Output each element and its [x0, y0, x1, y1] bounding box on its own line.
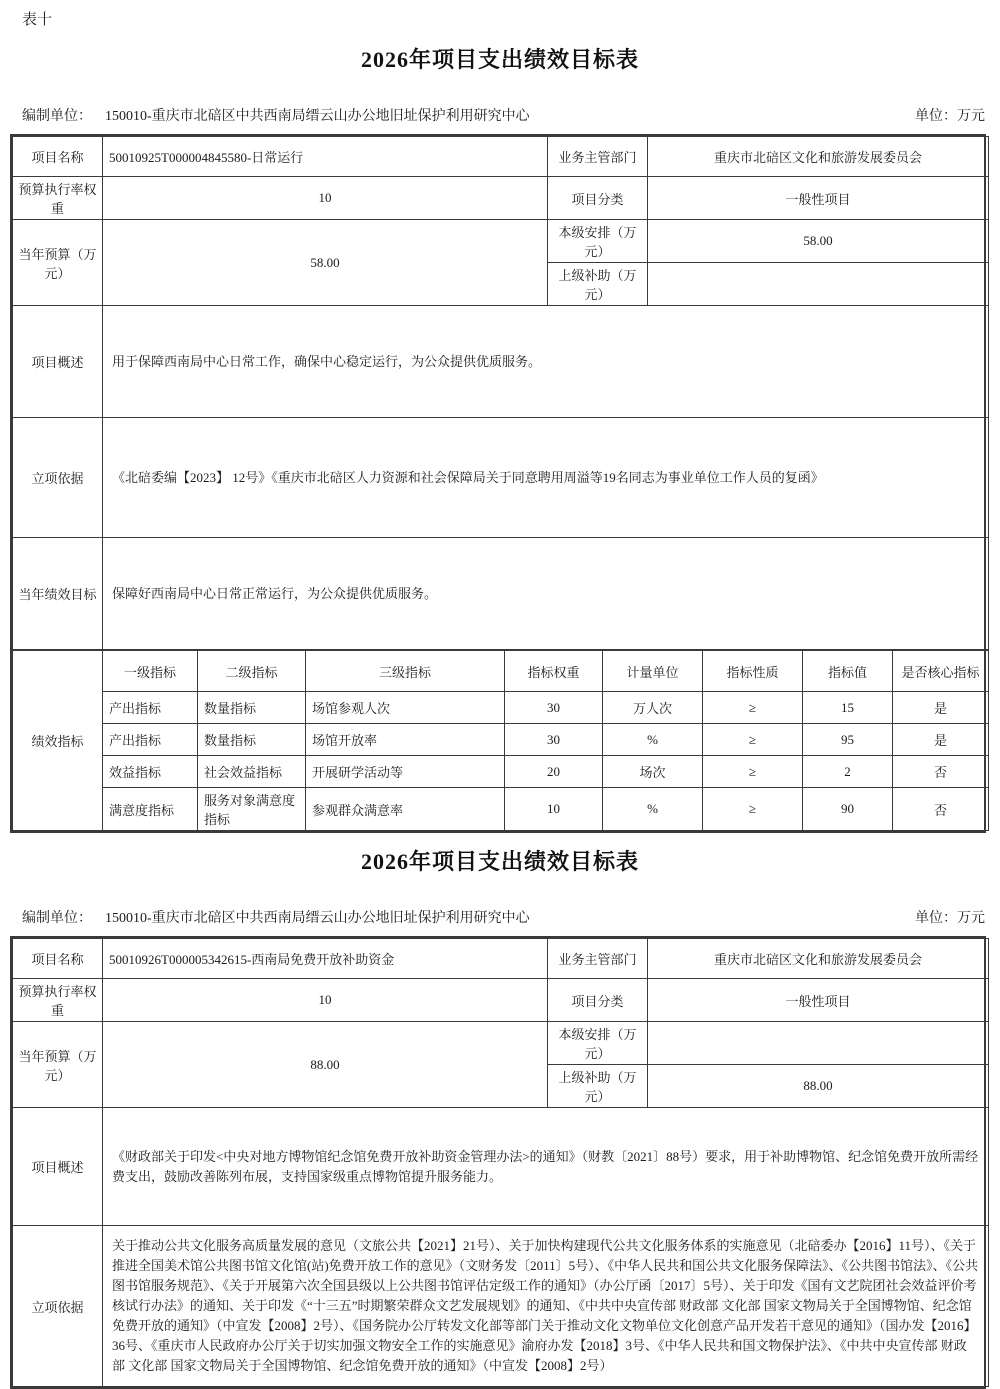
basis-value: 关于推动公共文化服务高质量发展的意见（文旅公共【2021】21号）、关于加快构建现代公共文化服务体系的实施意见（北碚委办【2016】11号）、《关于推进全国美术馆公共图书馆文化馆(站)免费开放工作的意见》（文财务发〔2011〕5号）、《中华人民共和国公共文化服务保障法》、《公共图书馆法》、《公共图书馆服务规范》、《关于开展第六次全国县级以上公共图书馆评估定级工作的通知》（办公厅函〔2017〕5号）、关于印发《国有文艺院团社会效益评价考核试行办法》的通知、关于印发《“十三五”时期繁荣群众文艺发展规划》的通知、《中共中央宣传部 财政部 文化部 国家文物局关于全国博物馆、纪念馆免费开放的通知》（中宣发【2008】2号）、《国务院办公厅转发文化部等部门关于推动文化文物单位文化创意产品开发若干意见的通知》（国办发【2016】36号、《重庆市人民政府办公厅关于切实加强文物安全工作的实施意见》渝府办发【2018】3号、《中华人民共和国文物保护法》、《中共中央宣传部 财政部 文化部 国家文物局关于全国博物馆、纪念馆免费开放的通知》（中宣发【2008】2号）: [103, 1226, 989, 1387]
table-row: [13, 137, 989, 177]
superior-subsidy-value: 88.00: [648, 1065, 989, 1108]
prepared-by-label: 编制单位：: [22, 911, 92, 926]
meta-row-1: [22, 105, 985, 125]
dept-value: 重庆市北碚区文化和旅游发展委员会: [648, 939, 989, 979]
overview-value: 用于保障西南局中心日常工作，确保中心稳定运行，为公众提供优质服务。: [103, 306, 989, 418]
indicator-cell: 30: [505, 692, 603, 724]
indicator-header: 二级指标: [198, 651, 306, 692]
indicator-cell: 95: [803, 724, 893, 756]
superior-subsidy-label: 上级补助（万元）: [548, 263, 648, 306]
indicator-cell: 开展研学活动等: [306, 756, 505, 788]
indicator-header: 是否核心指标: [893, 651, 989, 692]
indicator-cell: 否: [893, 788, 989, 831]
local-arrangement-value: [648, 1022, 989, 1065]
indicator-row: [13, 692, 989, 724]
budget-weight-value: 10: [103, 177, 548, 220]
indicator-header: 三级指标: [306, 651, 505, 692]
category-value: 一般性项目: [648, 177, 989, 220]
indicators-table-1: [12, 650, 989, 831]
indicator-cell: 产出指标: [103, 692, 198, 724]
indicator-cell: %: [603, 788, 703, 831]
indicator-cell: 20: [505, 756, 603, 788]
report-title-1: 2026年项目支出绩效目标表: [360, 47, 639, 72]
indicator-cell: ≥: [703, 692, 803, 724]
prepared-by-value: 150010-重庆市北碚区中共西南局缙云山办公地旧址保护利用研究中心: [105, 109, 530, 124]
table-row: [13, 979, 989, 1022]
indicator-cell: 是: [893, 724, 989, 756]
indicator-cell: 数量指标: [198, 724, 306, 756]
prepared-by-2: [22, 907, 530, 927]
table-row: [13, 220, 989, 263]
indicator-cell: ≥: [703, 756, 803, 788]
performance-table-1: [10, 134, 986, 833]
project-info-table-2: [12, 938, 989, 1387]
basis-value: 《北碚委编【2023】 12号》《重庆市北碚区人力资源和社会保障局关于同意聘用周溢等19名同志为事业单位工作人员的复函》: [103, 418, 989, 538]
table-row: [13, 1108, 989, 1226]
project-info-table-1: [12, 136, 989, 650]
table-row: [13, 418, 989, 538]
budget-weight-label: 预算执行率权重: [13, 979, 103, 1022]
basis-label: 立项依据: [13, 418, 103, 538]
dept-label: 业务主管部门: [548, 137, 648, 177]
indicators-section-label: 绩效指标: [13, 651, 103, 831]
project-name-label: 项目名称: [13, 137, 103, 177]
indicator-header: 一级指标: [103, 651, 198, 692]
indicator-cell: ≥: [703, 724, 803, 756]
indicator-cell: 30: [505, 724, 603, 756]
indicator-cell: 15: [803, 692, 893, 724]
annual-target-label: 当年绩效目标: [13, 538, 103, 650]
indicator-header: 指标权重: [505, 651, 603, 692]
prepared-by-1: [22, 105, 530, 125]
indicator-row: [13, 788, 989, 831]
indicator-cell: 10: [505, 788, 603, 831]
basis-label: 立项依据: [13, 1226, 103, 1387]
indicator-cell: 产出指标: [103, 724, 198, 756]
dept-label: 业务主管部门: [548, 939, 648, 979]
overview-value: 《财政部关于印发<中央对地方博物馆纪念馆免费开放补助资金管理办法>的通知》（财教〔2021〕88号）要求，用于补助博物馆、纪念馆免费开放所需经费支出，鼓励改善陈列布展，支持国家级重点博物馆提升服务能力。: [103, 1108, 989, 1226]
meta-row-2: [22, 907, 985, 927]
project-name-label: 项目名称: [13, 939, 103, 979]
annual-target-value: 保障好西南局中心日常正常运行，为公众提供优质服务。: [103, 538, 989, 650]
indicator-header: 指标值: [803, 651, 893, 692]
table-row: [13, 306, 989, 418]
project-name-value: 50010926T000005342615-西南局免费开放补助资金: [103, 939, 548, 979]
project-name-value: 50010925T000004845580-日常运行: [103, 137, 548, 177]
unit-note-1: 单位：万元: [915, 109, 985, 124]
table-number-label: 表十: [22, 12, 53, 28]
local-arrangement-value: 58.00: [648, 220, 989, 263]
annual-budget-label: 当年预算（万元）: [13, 1022, 103, 1108]
indicator-header: 计量单位: [603, 651, 703, 692]
indicator-cell: 场馆参观人次: [306, 692, 505, 724]
prepared-by-label: 编制单位：: [22, 109, 92, 124]
indicator-cell: 2: [803, 756, 893, 788]
indicator-cell: 场次: [603, 756, 703, 788]
unit-note-2: 单位：万元: [915, 911, 985, 926]
indicator-cell: ≥: [703, 788, 803, 831]
table-row: [13, 177, 989, 220]
overview-label: 项目概述: [13, 1108, 103, 1226]
indicator-cell: 90: [803, 788, 893, 831]
indicator-cell: 服务对象满意度指标: [198, 788, 306, 831]
overview-label: 项目概述: [13, 306, 103, 418]
local-arrangement-label: 本级安排（万元）: [548, 1022, 648, 1065]
table-row: [13, 939, 989, 979]
indicator-cell: 数量指标: [198, 692, 306, 724]
indicator-row: [13, 756, 989, 788]
category-label: 项目分类: [548, 979, 648, 1022]
performance-table-2: [10, 936, 986, 1389]
indicator-cell: 场馆开放率: [306, 724, 505, 756]
table-row: [13, 1226, 989, 1387]
indicator-cell: 是: [893, 692, 989, 724]
table-row: [13, 538, 989, 650]
indicator-cell: 效益指标: [103, 756, 198, 788]
annual-budget-value: 88.00: [103, 1022, 548, 1108]
indicator-cell: 满意度指标: [103, 788, 198, 831]
indicator-row: [13, 724, 989, 756]
superior-subsidy-label: 上级补助（万元）: [548, 1065, 648, 1108]
budget-weight-label: 预算执行率权重: [13, 177, 103, 220]
dept-value: 重庆市北碚区文化和旅游发展委员会: [648, 137, 989, 177]
table-row: [13, 1022, 989, 1065]
indicators-header-row: [13, 651, 989, 692]
category-label: 项目分类: [548, 177, 648, 220]
annual-budget-label: 当年预算（万元）: [13, 220, 103, 306]
indicator-cell: 万人次: [603, 692, 703, 724]
indicator-cell: %: [603, 724, 703, 756]
indicator-cell: 社会效益指标: [198, 756, 306, 788]
indicator-cell: 参观群众满意率: [306, 788, 505, 831]
indicator-header: 指标性质: [703, 651, 803, 692]
local-arrangement-label: 本级安排（万元）: [548, 220, 648, 263]
budget-weight-value: 10: [103, 979, 548, 1022]
report-title-2: 2026年项目支出绩效目标表: [360, 849, 639, 874]
category-value: 一般性项目: [648, 979, 989, 1022]
prepared-by-value: 150010-重庆市北碚区中共西南局缙云山办公地旧址保护利用研究中心: [105, 911, 530, 926]
superior-subsidy-value: [648, 263, 989, 306]
indicator-cell: 否: [893, 756, 989, 788]
annual-budget-value: 58.00: [103, 220, 548, 306]
